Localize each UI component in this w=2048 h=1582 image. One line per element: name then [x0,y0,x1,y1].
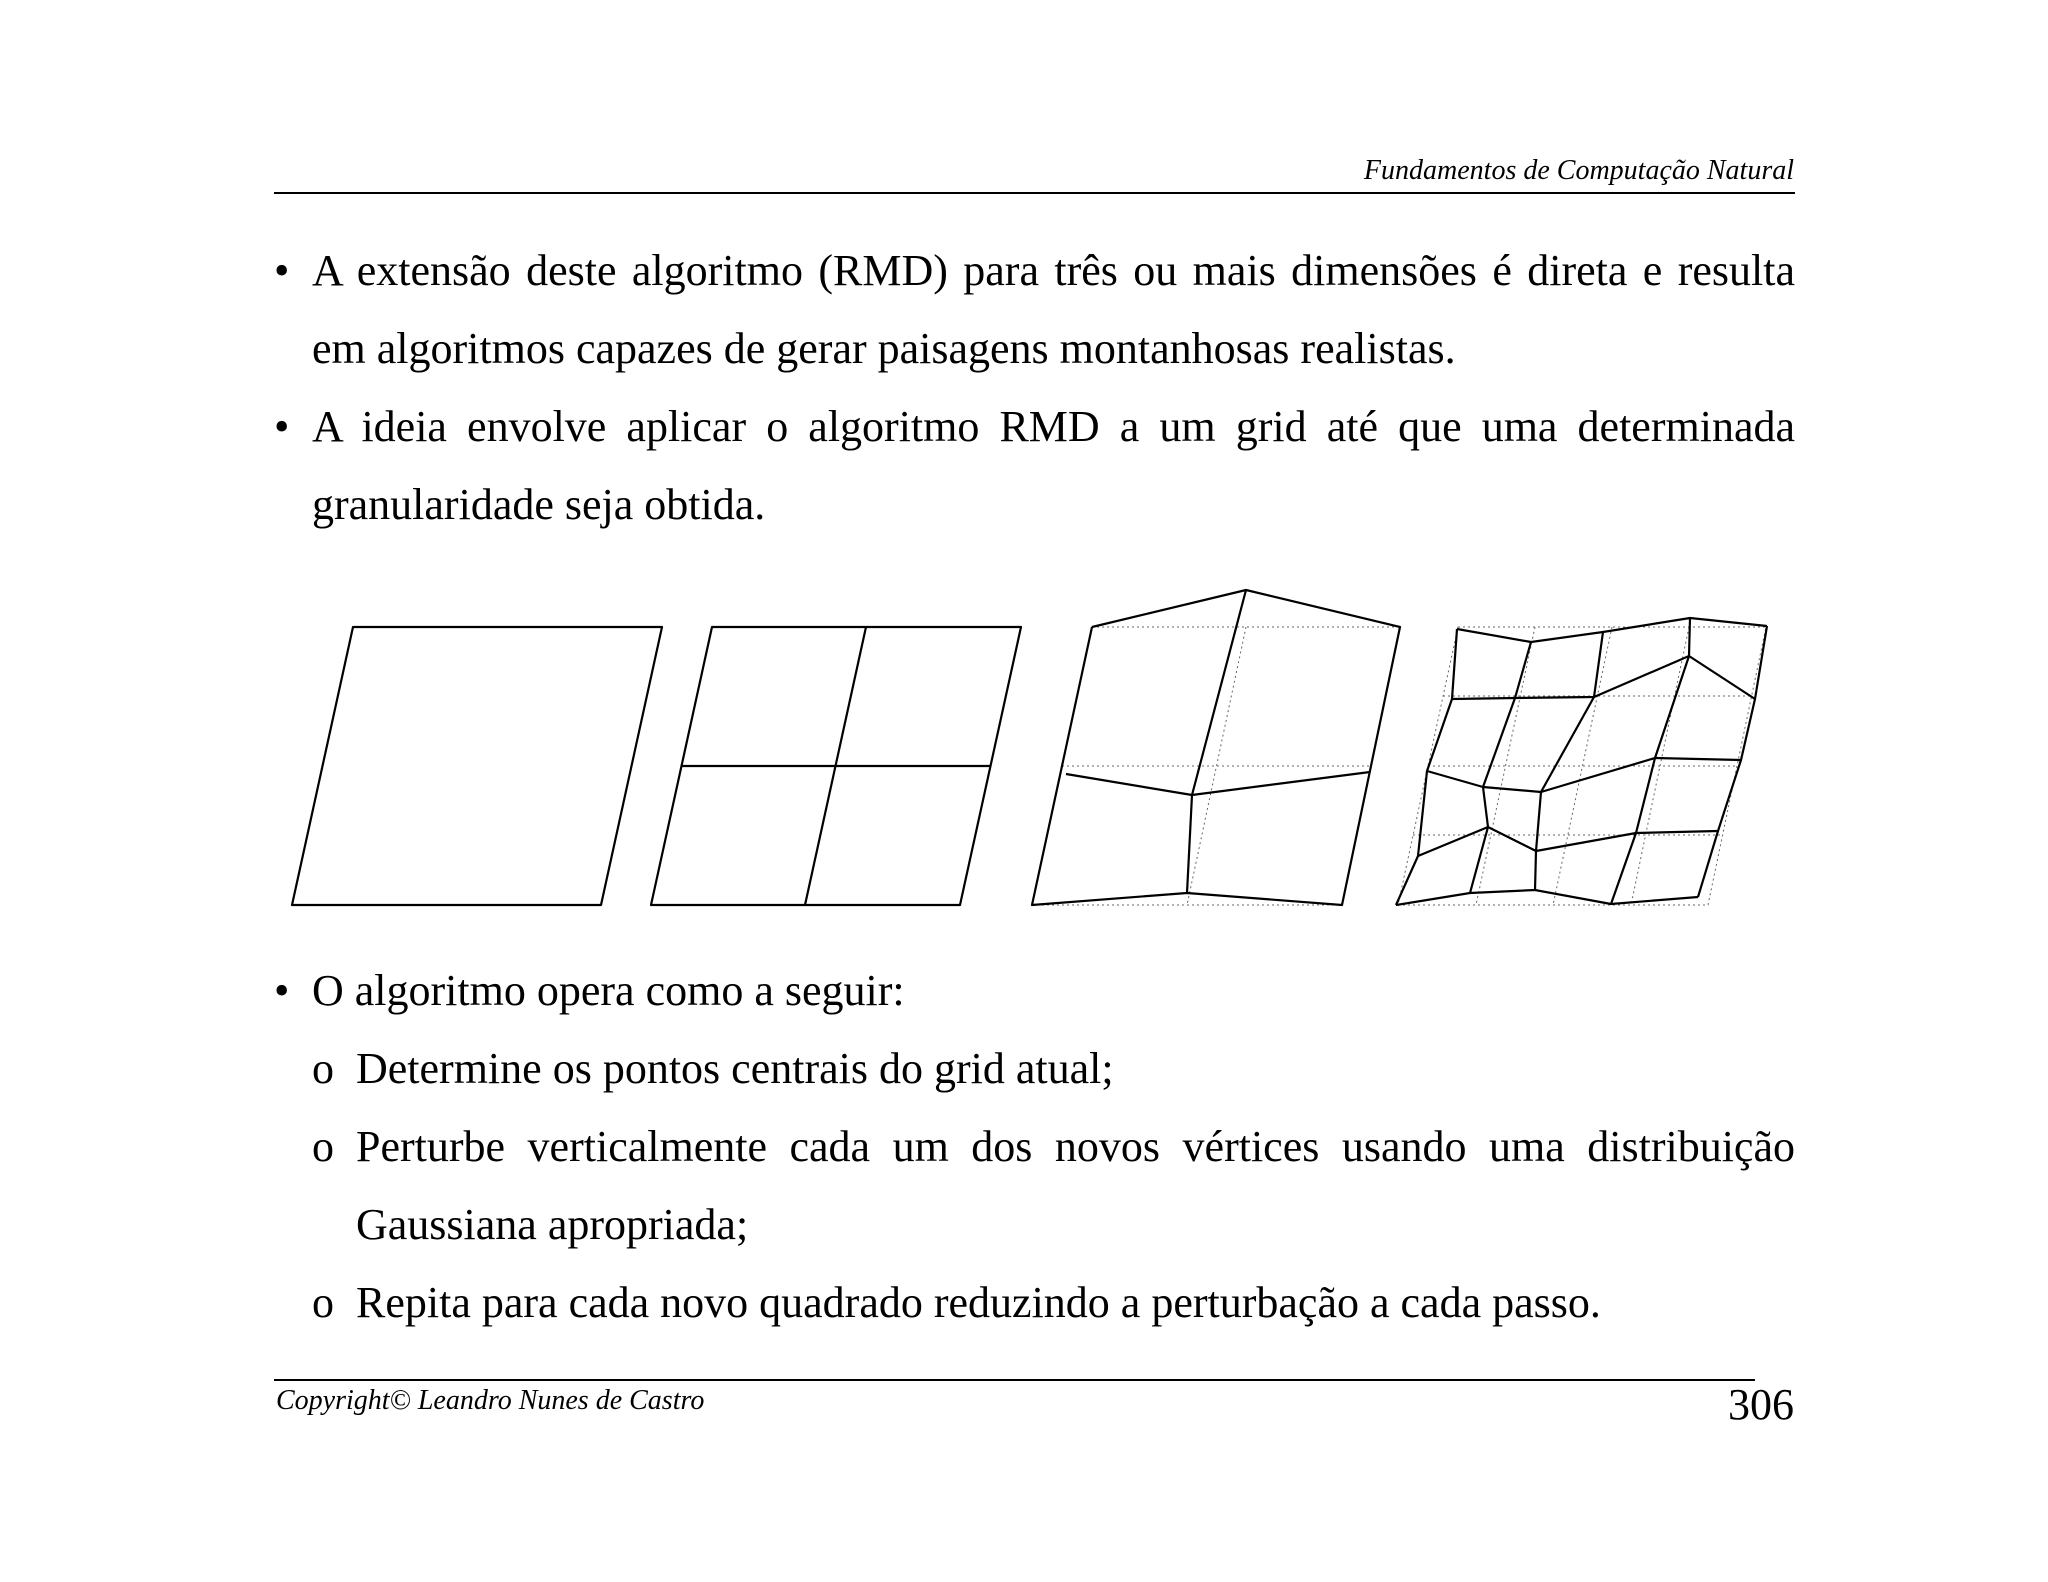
bullet-item-3 [274,952,1795,1030]
bullet-text: A ideia envolve aplicar o algoritmo RMD a um grid até que uma determinada granularidade seja obtida. [312,402,1795,529]
bullet-mark: • [274,402,290,451]
bullet-mark: • [274,966,290,1015]
bullet-text: A extensão deste algoritmo (RMD) para três ou mais dimensões é direta e resulta em algoritmos capazes de gerar paisagens montanhosas realistas. [312,246,1795,373]
sub-item-2 [312,1108,1795,1264]
header-rule [274,192,1795,194]
sub-bullet-mark: o [312,1278,334,1327]
panel-subdivided-quad [651,627,1021,905]
sub-item-text: Determine os pontos centrais do grid atual; [356,1044,1114,1093]
running-header: Fundamentos de Computação Natural [1363,155,1794,186]
bullet-item-1 [274,232,1795,388]
sub-bullet-mark: o [312,1122,334,1171]
footer-rule [274,1379,1755,1381]
bullet-item-2 [274,388,1795,544]
panel-finely-perturbed-grid [1396,618,1767,905]
rmd-grid-figure [280,575,1780,915]
page-number: 306 [1728,1380,1794,1429]
sub-item-1 [312,1030,1795,1108]
sub-item-text: Repita para cada novo quadrado reduzindo a perturbação a cada passo. [356,1278,1601,1327]
sub-bullet-mark: o [312,1044,334,1093]
bullet-text: O algoritmo opera como a seguir: [312,966,905,1015]
bullet-mark: • [274,246,290,295]
sub-item-text: Perturbe verticalmente cada um dos novos vértices usando uma distribuição Gaussiana apropriada; [356,1122,1795,1249]
panel-perturbed-quad [1032,590,1400,905]
copyright-footer: Copyright© Leandro Nunes de Castro [276,1385,705,1416]
sub-item-3 [312,1264,1795,1342]
panel-flat-quad [292,627,662,905]
